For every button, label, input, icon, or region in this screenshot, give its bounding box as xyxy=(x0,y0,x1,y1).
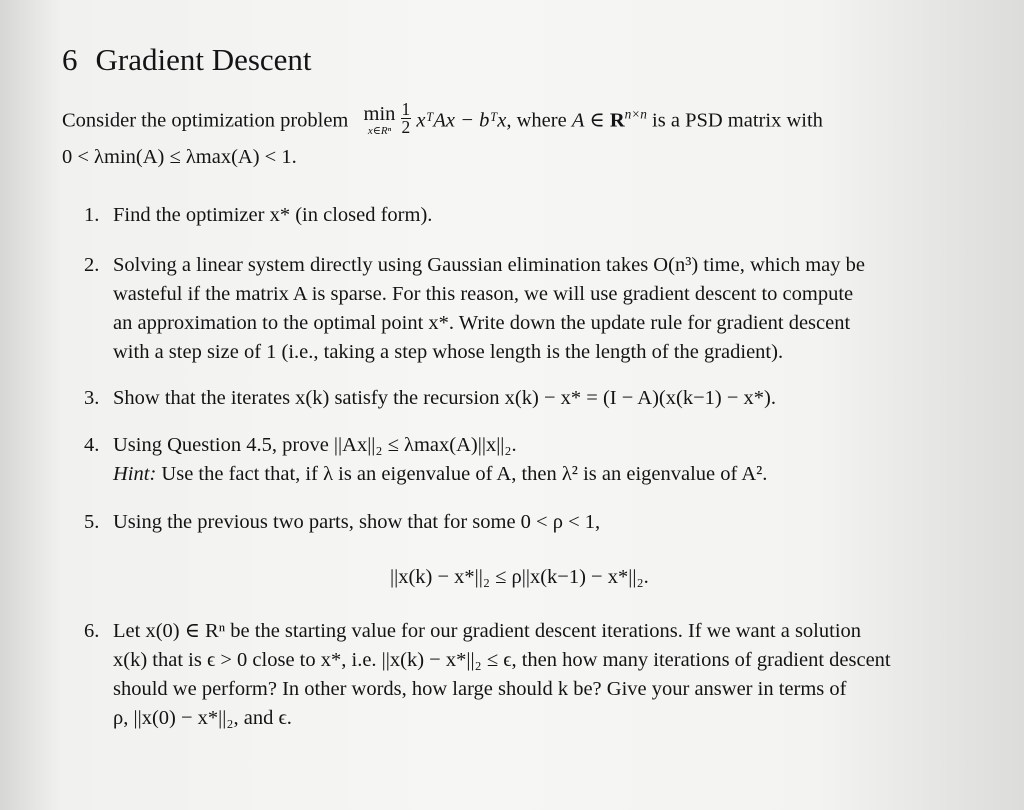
item-4-hint xyxy=(113,460,767,489)
min-operator: min x∈Rⁿ xyxy=(363,103,396,137)
item-6-line-4: ρ, ||x(0) − x*||₂, and ϵ. xyxy=(113,707,292,729)
item-3-line-1: Show that the iterates x(k) satisfy the recursion x(k) − x* = (I − A)(x(k−1) − x*). xyxy=(113,387,776,409)
item-2-line-4: with a step size of 1 (i.e., taking a step whose length is the length of the gradient). xyxy=(113,341,784,363)
fraction-half: $\frac{1}{2}$ xyxy=(401,99,411,138)
hint-text: Use the fact that, if λ is an eigenvalue of A, then λ² is an eigenvalue of A². xyxy=(161,463,768,485)
objective-expression: xᵀAx − bᵀx, xyxy=(416,109,512,132)
hint-label: Hint: xyxy=(113,463,157,485)
list-item-4: 4. Using Question 4.5, prove ||Ax||₂ ≤ λmax(A)||x||₂. Hint: Use the fact that, if λ is an eigenvalue of A, then λ² is an eigenvalue of A². xyxy=(113,431,767,489)
list-item-3: 3. Show that the iterates x(k) satisfy the recursion x(k) − x* = (I − A)(x(k−1) − x*). xyxy=(113,384,776,413)
list-item-1: 1. Find the optimizer x* (in closed form). xyxy=(113,201,432,230)
section-number: 6 xyxy=(62,42,78,77)
item-2-line-2: wasteful if the matrix A is sparse. For this reason, we will use gradient descent to compute xyxy=(113,283,854,305)
intro-line-1: Consider the optimization problem min x∈Rⁿ $\frac{1}{2}$ xᵀAx − bᵀx, where A ∈ $R^{n\times n}$ is a PSD matrix with xyxy=(62,99,823,138)
section-title: Gradient Descent xyxy=(95,42,312,77)
item-2-line-3: an approximation to the optimal point x*. Write down the update rule for gradient descent xyxy=(113,312,851,334)
list-item-6: 6. Let x(0) ∈ Rⁿ be the starting value for our gradient descent iterations. If we want a solution x(k) that is ϵ > 0 close to x*, i.e. ||x(k) − x*||₂ ≤ ϵ, then how many iterations of gradient descent should we perform? In other words, how large should k be? Give your answer in terms of ρ, ||x(0) − x*||₂, and ϵ. xyxy=(113,617,891,733)
item-6-line-1: Let x(0) ∈ Rⁿ be the starting value for our gradient descent iterations. If we want a solution xyxy=(113,620,862,642)
item-2-line-1: Solving a linear system directly using Gaussian elimination takes O(n³) time, which may be xyxy=(113,254,865,276)
list-item-5: 5. Using the previous two parts, show that for some 0 < ρ < 1, xyxy=(113,508,600,537)
intro-line-2: 0 < λmin(A) ≤ λmax(A) < 1. xyxy=(62,146,297,168)
item-6-line-3: should we perform? In other words, how large should k be? Give your answer in terms of xyxy=(113,678,847,700)
section-heading xyxy=(62,42,312,78)
item-6-line-2: x(k) that is ϵ > 0 close to x*, i.e. ||x(k) − x*||₂ ≤ ϵ, then how many iterations of gradient descent xyxy=(113,649,891,671)
item-5-line-1: Using the previous two parts, show that for some 0 < ρ < 1, xyxy=(113,511,601,533)
item-1-line-1: Find the optimizer x* (in closed form). xyxy=(113,204,433,226)
list-item-2: 2. Solving a linear system directly using Gaussian elimination takes O(n³) time, which may be wasteful if the matrix A is sparse. For this reason, we will use gradient descent to compute an approximation to the optimal point x*. Write down the update rule for gradient descent with a step size of 1 (i.e., taking a step whose length is the length of the gradient). xyxy=(113,251,865,367)
item-4-line-1: Using Question 4.5, prove ||Ax||₂ ≤ λmax(A)||x||₂. xyxy=(113,434,517,456)
display-equation: ||x(k) − x*||₂ ≤ ρ||x(k−1) − x*||₂. xyxy=(390,566,649,588)
